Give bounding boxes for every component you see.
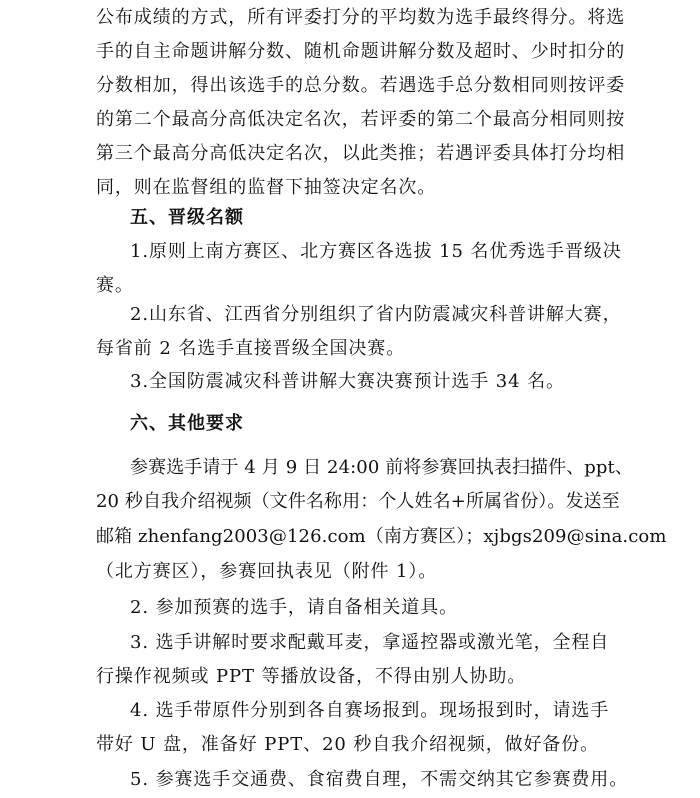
scoring-line-5: 第三个最高分高低决定名次，以此类推；若遇评委具体打分均相 — [96, 143, 626, 164]
section-6-item-1-line-4: （北方赛区），参赛回执表见（附件 1）。 — [96, 561, 438, 582]
section-6-item-3-line-1: 3. 选手讲解时要求配戴耳麦，拿遥控器或激光笔，全程自 — [130, 632, 610, 653]
section-5-item-3: 3.全国防震减灾科普讲解大赛决赛预计选手 34 名。 — [130, 371, 565, 392]
section-6-item-2: 2. 参加预赛的选手，请自备相关道具。 — [130, 597, 458, 618]
section-6-item-1-line-3: 邮箱 zhenfang2003@126.com（南方赛区）；xjbgs209@sina.com — [96, 526, 667, 547]
section-6-heading: 六、其他要求 — [130, 413, 244, 434]
section-6-item-4-line-2: 带好 U 盘，准备好 PPT、20 秒自我介绍视频，做好备份。 — [96, 734, 600, 755]
section-5-item-1-line-1: 1.原则上南方赛区、北方赛区各选拔 15 名优秀选手晋级决 — [130, 241, 622, 262]
section-6-item-1-line-1: 参赛选手请于 4 月 9 日 24:00 前将参赛回执表扫描件、ppt、 — [130, 457, 633, 478]
scoring-line-2: 手的自主命题讲解分数、随机命题讲解分数及超时、少时扣分的 — [96, 41, 626, 62]
scoring-line-3: 分数相加，得出该选手的总分数。若遇选手总分数相同则按评委 — [96, 75, 626, 96]
section-6-item-4-line-1: 4. 选手带原件分别到各自赛场报到。现场报到时，请选手 — [130, 700, 610, 721]
scoring-line-6: 同，则在监督组的监督下抽签决定名次。 — [96, 177, 437, 198]
scoring-line-1: 公布成绩的方式，所有评委打分的平均数为选手最终得分。将选 — [96, 7, 626, 28]
section-5-item-2-line-2: 每省前 2 名选手直接晋级全国决赛。 — [96, 338, 406, 359]
section-5-item-2-line-1: 2.山东省、江西省分别组织了省内防震减灾科普讲解大赛， — [130, 304, 622, 325]
scoring-line-4: 的第二个最高分高低决定名次，若评委的第二个最高分相同则按 — [96, 109, 626, 130]
section-6-item-1-line-2: 20 秒自我介绍视频（文件名称用：个人姓名+所属省份）。发送至 — [96, 491, 620, 512]
section-6-item-3-line-2: 行操作视频或 PPT 等播放设备，不得由别人协助。 — [96, 666, 527, 687]
section-6-item-5: 5. 参赛选手交通费、食宿费自理，不需交纳其它参赛费用。 — [130, 769, 629, 790]
section-5-item-1-line-2: 赛。 — [96, 275, 134, 296]
section-5-heading: 五、晋级名额 — [130, 207, 244, 228]
